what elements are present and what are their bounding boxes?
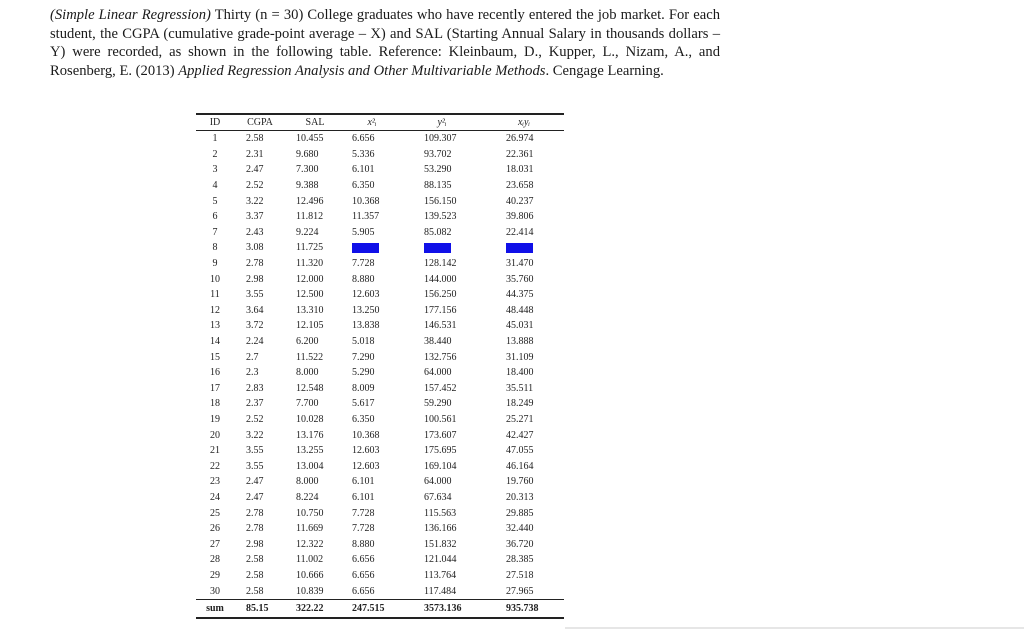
cell-x-squared: 10.368 xyxy=(352,195,380,207)
cell-xy: 45.031 xyxy=(506,320,534,332)
table-row xyxy=(196,505,564,521)
cell-id: 13 xyxy=(210,320,220,332)
table-row xyxy=(196,583,564,599)
cell-xy: 23.658 xyxy=(506,180,534,192)
cell-xy: 29.885 xyxy=(506,507,534,519)
cell-sal: 9.388 xyxy=(296,180,319,192)
cell-y-squared: 67.634 xyxy=(424,491,452,503)
cell-sal: 10.750 xyxy=(296,507,324,519)
table-row xyxy=(196,334,564,350)
cell-sal: 11.320 xyxy=(296,258,324,270)
sum-x-squared: 247.515 xyxy=(352,602,385,614)
cell-sal: 11.522 xyxy=(296,351,324,363)
table-row xyxy=(196,271,564,287)
cell-y-squared: 156.150 xyxy=(424,195,457,207)
table-row xyxy=(196,396,564,412)
data-table xyxy=(196,113,564,619)
cell-cgpa: 2.83 xyxy=(246,382,264,394)
sum-xy: 935.738 xyxy=(506,602,539,614)
cell-xy: 18.031 xyxy=(506,164,534,176)
table-body xyxy=(196,131,564,600)
cell-sal: 12.548 xyxy=(296,382,324,394)
cell-x-squared: 5.336 xyxy=(352,148,375,160)
table-row xyxy=(196,381,564,397)
cell-sal: 13.255 xyxy=(296,445,324,457)
cell-id: 28 xyxy=(210,554,220,566)
table-row xyxy=(196,458,564,474)
cell-x-squared: 7.728 xyxy=(352,507,375,519)
cell-cgpa: 2.98 xyxy=(246,538,264,550)
cell-y-squared: 139.523 xyxy=(424,211,457,223)
cell-x-squared: 12.603 xyxy=(352,289,380,301)
cell-y-squared: 115.563 xyxy=(424,507,457,519)
cell-sal: 8.000 xyxy=(296,367,319,379)
masked-cell xyxy=(400,240,484,256)
cell-id: 12 xyxy=(210,304,220,316)
cell-y-squared: 88.135 xyxy=(424,180,452,192)
cell-xy: 13.888 xyxy=(506,336,534,348)
cell-sal: 7.300 xyxy=(296,164,319,176)
cell-id: 18 xyxy=(210,398,220,410)
cell-cgpa: 2.3 xyxy=(246,367,259,379)
cell-id: 22 xyxy=(210,460,220,472)
cell-id: 21 xyxy=(210,445,220,457)
cell-x-squared: 6.350 xyxy=(352,413,375,425)
cell-id: 3 xyxy=(212,164,218,176)
cell-sal: 7.700 xyxy=(296,398,319,410)
cell-y-squared: 151.832 xyxy=(424,538,457,550)
cell-id: 2 xyxy=(212,148,218,160)
cell-id: 17 xyxy=(210,382,220,394)
cell-id: 29 xyxy=(210,569,220,581)
cell-sal: 12.500 xyxy=(296,289,324,301)
table-row xyxy=(196,240,564,256)
table-row xyxy=(196,412,564,428)
cell-id: 15 xyxy=(210,351,220,363)
cell-y-squared: 117.484 xyxy=(424,585,457,597)
cell-sal: 8.000 xyxy=(296,476,319,488)
cell-cgpa: 2.47 xyxy=(246,164,264,176)
cell-xy: 36.720 xyxy=(506,538,534,550)
cell-x-squared: 10.368 xyxy=(352,429,380,441)
cell-sal: 11.725 xyxy=(296,242,324,254)
cell-sal: 11.669 xyxy=(296,523,324,535)
cell-x-squared: 8.880 xyxy=(352,538,375,550)
cell-y-squared: 156.250 xyxy=(424,289,457,301)
cell-y-squared: 128.142 xyxy=(424,258,457,270)
sum-row xyxy=(196,599,564,618)
masked-cell xyxy=(344,240,400,256)
table-row xyxy=(196,552,564,568)
header-x-squared: x²ᵢ xyxy=(367,117,377,128)
cell-cgpa: 2.98 xyxy=(246,273,264,285)
cell-x-squared: 5.905 xyxy=(352,226,375,238)
cell-cgpa: 3.37 xyxy=(246,211,264,223)
table-row xyxy=(196,256,564,272)
cell-sal: 13.176 xyxy=(296,429,324,441)
cell-xy: 39.806 xyxy=(506,211,534,223)
cell-y-squared: 136.166 xyxy=(424,523,457,535)
cell-id: 16 xyxy=(210,367,220,379)
paragraph-end: . Cengage Learning. xyxy=(545,62,664,79)
cell-cgpa: 2.58 xyxy=(246,133,264,145)
cell-x-squared: 6.656 xyxy=(352,554,375,566)
table-row xyxy=(196,147,564,163)
cell-xy: 31.109 xyxy=(506,351,534,363)
cell-cgpa: 3.72 xyxy=(246,320,264,332)
cell-sal: 6.200 xyxy=(296,336,319,348)
table-row xyxy=(196,427,564,443)
cell-id: 9 xyxy=(212,258,218,270)
table-row xyxy=(196,162,564,178)
cell-cgpa: 3.55 xyxy=(246,289,264,301)
cell-id: 5 xyxy=(212,195,218,207)
cell-y-squared: 64.000 xyxy=(424,476,452,488)
cell-cgpa: 2.7 xyxy=(246,351,259,363)
cell-cgpa: 2.58 xyxy=(246,585,264,597)
table-row xyxy=(196,365,564,381)
sum-sal: 322.22 xyxy=(296,602,324,614)
reference-book-title: Applied Regression Analysis and Other Multivariable Methods xyxy=(178,62,546,79)
cell-x-squared: 11.357 xyxy=(352,211,380,223)
cell-sal: 9.224 xyxy=(296,226,319,238)
cell-x-squared: 8.009 xyxy=(352,382,375,394)
cell-x-squared: 6.101 xyxy=(352,491,375,503)
cell-id: 25 xyxy=(210,507,220,519)
cell-cgpa: 3.22 xyxy=(246,429,264,441)
paragraph-body: Thirty (n = 30) College graduates who have recently entered the job market. For each student, the CGPA (cumulative grade-point average – X) and SAL (Starting Annual Salary in thousands dollars – Y) were recorded, as shown in the following table. Reference: Kleinbaum, D., Kupper, L., Nizam, A., and Rosenberg, E. (2013) xyxy=(50,7,720,79)
cell-xy: 35.760 xyxy=(506,273,534,285)
sum-cgpa: 85.15 xyxy=(246,602,269,614)
cell-x-squared: 12.603 xyxy=(352,460,380,472)
cell-y-squared: 113.764 xyxy=(424,569,457,581)
cell-xy: 22.414 xyxy=(506,226,534,238)
cell-id: 6 xyxy=(212,211,218,223)
bottom-divider xyxy=(565,627,1024,629)
cell-id: 1 xyxy=(212,133,218,145)
cell-y-squared: 85.082 xyxy=(424,226,452,238)
header-id: ID xyxy=(209,117,221,128)
cell-id: 11 xyxy=(210,289,220,301)
cell-y-squared: 169.104 xyxy=(424,460,457,472)
cell-xy: 47.055 xyxy=(506,445,534,457)
cell-xy: 35.511 xyxy=(506,382,534,394)
cell-id: 8 xyxy=(212,242,218,254)
table-row xyxy=(196,443,564,459)
cell-xy: 22.361 xyxy=(506,148,534,160)
cell-x-squared: 5.018 xyxy=(352,336,375,348)
cell-xy: 18.400 xyxy=(506,367,534,379)
cell-cgpa: 3.55 xyxy=(246,460,264,472)
cell-xy: 18.249 xyxy=(506,398,534,410)
table-row xyxy=(196,287,564,303)
cell-y-squared: 175.695 xyxy=(424,445,457,457)
cell-id: 27 xyxy=(210,538,220,550)
cell-id: 26 xyxy=(210,523,220,535)
cell-x-squared: 12.603 xyxy=(352,445,380,457)
cell-sal: 11.002 xyxy=(296,554,324,566)
cell-sal: 12.000 xyxy=(296,273,324,285)
table-row xyxy=(196,318,564,334)
cell-y-squared: 109.307 xyxy=(424,133,457,145)
cell-id: 19 xyxy=(210,413,220,425)
cell-cgpa: 2.47 xyxy=(246,476,264,488)
cell-xy: 31.470 xyxy=(506,258,534,270)
cell-cgpa: 2.52 xyxy=(246,180,264,192)
cell-xy: 19.760 xyxy=(506,476,534,488)
cell-x-squared: 6.101 xyxy=(352,164,375,176)
cell-cgpa: 3.08 xyxy=(246,242,264,254)
cell-id: 14 xyxy=(210,336,220,348)
cell-cgpa: 2.52 xyxy=(246,413,264,425)
cell-cgpa: 2.58 xyxy=(246,554,264,566)
table-row xyxy=(196,225,564,241)
cell-cgpa: 2.43 xyxy=(246,226,264,238)
table-header-row xyxy=(196,114,564,131)
table-row xyxy=(196,209,564,225)
cell-y-squared: 146.531 xyxy=(424,320,457,332)
header-xy: xᵢyᵢ xyxy=(517,117,531,128)
cell-x-squared: 6.656 xyxy=(352,133,375,145)
table-row xyxy=(196,474,564,490)
cell-x-squared: 13.250 xyxy=(352,304,380,316)
cell-sal: 13.004 xyxy=(296,460,324,472)
cell-sal: 11.812 xyxy=(296,211,324,223)
cell-xy: 20.313 xyxy=(506,491,534,503)
cell-y-squared: 59.290 xyxy=(424,398,452,410)
cell-sal: 12.496 xyxy=(296,195,324,207)
cell-x-squared: 7.728 xyxy=(352,523,375,535)
cell-xy: 44.375 xyxy=(506,289,534,301)
table-row xyxy=(196,193,564,209)
cell-x-squared: 6.656 xyxy=(352,569,375,581)
cell-y-squared: 144.000 xyxy=(424,273,457,285)
cell-y-squared: 100.561 xyxy=(424,413,457,425)
cell-xy: 27.518 xyxy=(506,569,534,581)
cell-y-squared: 64.000 xyxy=(424,367,452,379)
cell-y-squared: 132.756 xyxy=(424,351,457,363)
table-row xyxy=(196,303,564,319)
cell-xy: 26.974 xyxy=(506,133,534,145)
table-row xyxy=(196,490,564,506)
cell-id: 30 xyxy=(210,585,220,597)
cell-cgpa: 2.78 xyxy=(246,507,264,519)
cell-x-squared: 6.101 xyxy=(352,476,375,488)
cell-x-squared: 5.290 xyxy=(352,367,375,379)
redaction-block xyxy=(424,243,451,253)
cell-xy: 48.448 xyxy=(506,304,534,316)
cell-sal: 12.322 xyxy=(296,538,324,550)
cell-id: 23 xyxy=(210,476,220,488)
cell-cgpa: 3.55 xyxy=(246,445,264,457)
cell-y-squared: 157.452 xyxy=(424,382,457,394)
cell-x-squared: 13.838 xyxy=(352,320,380,332)
cell-id: 7 xyxy=(212,226,218,238)
header-y-squared: y²ᵢ xyxy=(437,117,447,128)
cell-id: 20 xyxy=(210,429,220,441)
cell-cgpa: 2.24 xyxy=(246,336,264,348)
cell-y-squared: 177.156 xyxy=(424,304,457,316)
cell-y-squared: 38.440 xyxy=(424,336,452,348)
paragraph-tag: (Simple Linear Regression) xyxy=(50,7,211,23)
cell-x-squared: 5.617 xyxy=(352,398,375,410)
cell-id: 10 xyxy=(210,273,220,285)
cell-xy: 46.164 xyxy=(506,460,534,472)
cell-xy: 32.440 xyxy=(506,523,534,535)
cell-xy: 27.965 xyxy=(506,585,534,597)
redaction-block xyxy=(506,243,533,253)
cell-x-squared: 7.728 xyxy=(352,258,375,270)
problem-paragraph xyxy=(50,6,720,80)
masked-cell xyxy=(484,240,564,256)
cell-x-squared: 6.656 xyxy=(352,585,375,597)
cell-xy: 28.385 xyxy=(506,554,534,566)
cell-y-squared: 173.607 xyxy=(424,429,457,441)
cell-sal: 8.224 xyxy=(296,491,319,503)
cell-cgpa: 2.37 xyxy=(246,398,264,410)
cell-cgpa: 3.64 xyxy=(246,304,264,316)
redaction-block xyxy=(352,243,379,253)
cell-cgpa: 3.22 xyxy=(246,195,264,207)
cell-x-squared: 7.290 xyxy=(352,351,375,363)
table-row xyxy=(196,521,564,537)
cell-sal: 12.105 xyxy=(296,320,324,332)
cell-cgpa: 2.78 xyxy=(246,523,264,535)
cell-xy: 40.237 xyxy=(506,195,534,207)
cell-sal: 10.455 xyxy=(296,133,324,145)
cell-id: 4 xyxy=(212,180,218,192)
cell-sal: 9.680 xyxy=(296,148,319,160)
header-cgpa: CGPA xyxy=(247,117,273,128)
header-sal: SAL xyxy=(305,117,325,128)
data-table-container xyxy=(196,113,564,619)
cell-x-squared: 8.880 xyxy=(352,273,375,285)
cell-y-squared: 53.290 xyxy=(424,164,452,176)
table-row xyxy=(196,536,564,552)
cell-xy: 25.271 xyxy=(506,413,534,425)
cell-sal: 10.666 xyxy=(296,569,324,581)
cell-y-squared: 93.702 xyxy=(424,148,452,160)
cell-cgpa: 2.78 xyxy=(246,258,264,270)
cell-y-squared: 121.044 xyxy=(424,554,457,566)
cell-id: 24 xyxy=(210,491,220,503)
table-row xyxy=(196,178,564,194)
cell-xy: 42.427 xyxy=(506,429,534,441)
sum-y-squared: 3573.136 xyxy=(424,602,462,614)
cell-sal: 13.310 xyxy=(296,304,324,316)
cell-cgpa: 2.47 xyxy=(246,491,264,503)
table-row xyxy=(196,131,564,147)
table-row xyxy=(196,349,564,365)
cell-cgpa: 2.31 xyxy=(246,148,264,160)
cell-sal: 10.839 xyxy=(296,585,324,597)
cell-x-squared: 6.350 xyxy=(352,180,375,192)
cell-sal: 10.028 xyxy=(296,413,324,425)
table-row xyxy=(196,568,564,584)
sum-label: sum xyxy=(206,602,224,614)
cell-cgpa: 2.58 xyxy=(246,569,264,581)
